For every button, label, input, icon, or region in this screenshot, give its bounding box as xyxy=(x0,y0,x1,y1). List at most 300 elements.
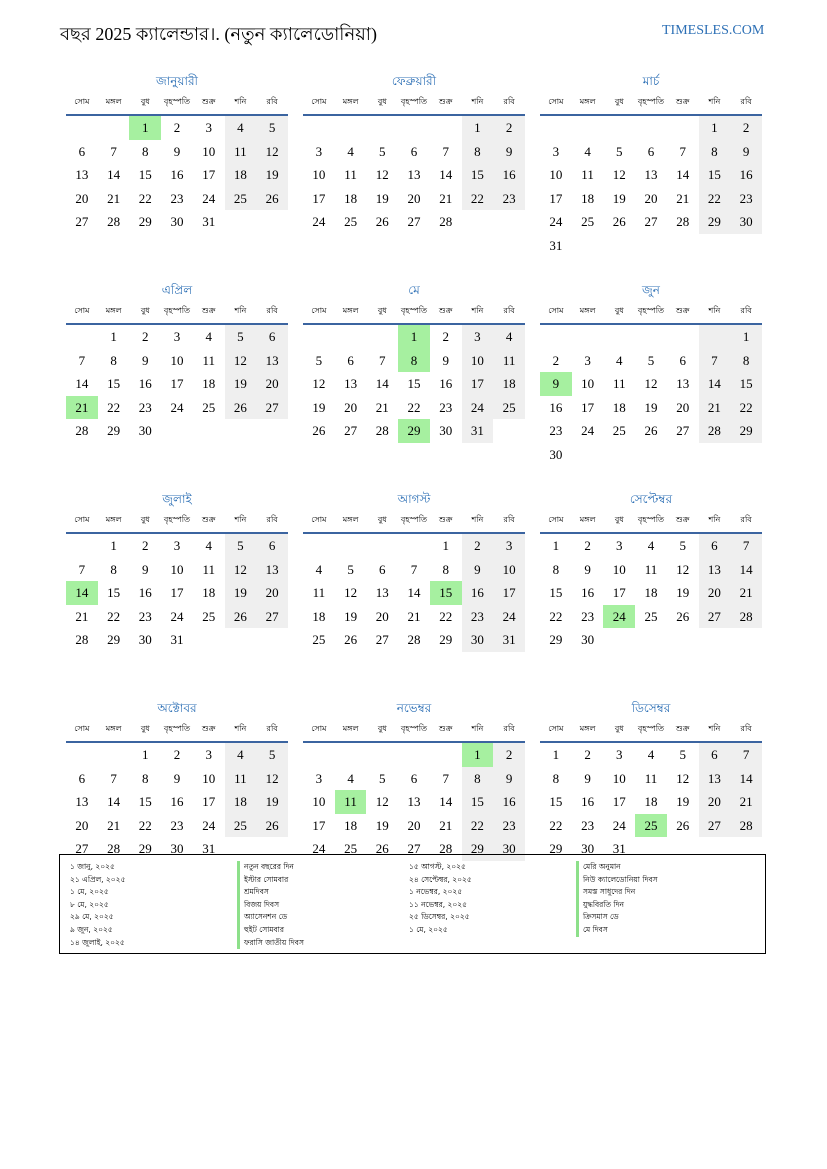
day-cell: 19 xyxy=(612,190,626,206)
day-cell: 15 xyxy=(407,376,421,391)
day-cell: 14 xyxy=(699,372,731,396)
day-cell: 30 xyxy=(581,632,595,647)
weekday-label: বুধ xyxy=(377,724,387,733)
weekday-label: সোম xyxy=(74,306,90,315)
weekday-label: সোম xyxy=(311,306,327,315)
day-cell: 22 xyxy=(549,608,563,624)
day-cell: 9 xyxy=(493,767,525,791)
weekday-label: সোম xyxy=(548,724,564,733)
weekday-label: শুক্র xyxy=(438,515,453,524)
day-cell: 13 xyxy=(407,794,421,809)
empty-cell xyxy=(667,116,699,140)
day-cell: 29 xyxy=(730,419,762,443)
site-link[interactable]: TIMESLES.COM xyxy=(662,23,765,38)
day-cell: 16 xyxy=(581,585,595,600)
weekday-label: মঙ্গল xyxy=(579,306,596,315)
day-cell: 22 xyxy=(462,187,494,211)
month-name: এপ্রিল xyxy=(161,283,193,297)
month-name: মে xyxy=(408,283,420,297)
day-grid xyxy=(540,325,762,466)
day-cell: 5 xyxy=(256,743,288,767)
day-cell: 20 xyxy=(676,399,690,415)
day-cell: 29 xyxy=(439,632,453,647)
day-cell: 6 xyxy=(647,143,655,159)
weekday-label: মঙ্গল xyxy=(579,724,596,733)
day-cell: 9 xyxy=(584,561,591,577)
empty-cell xyxy=(66,325,98,349)
day-cell: 30 xyxy=(170,841,184,856)
day-cell: 26 xyxy=(375,214,389,229)
weekday-label: শনি xyxy=(471,306,484,315)
weekday-header xyxy=(66,90,288,116)
day-cell: 30 xyxy=(462,628,494,652)
weekday-label: শনি xyxy=(471,724,484,733)
day-cell: 31 xyxy=(202,841,216,856)
day-cell: 13 xyxy=(256,349,288,373)
day-cell: 15 xyxy=(107,376,121,391)
day-cell: 31 xyxy=(202,214,216,229)
weekday-label: রবি xyxy=(266,724,278,733)
day-cell: 6 xyxy=(78,143,86,159)
day-cell: 13 xyxy=(699,767,731,791)
day-cell: 31 xyxy=(493,628,525,652)
day-cell: 17 xyxy=(202,167,216,182)
day-cell: 27 xyxy=(676,423,690,438)
day-cell: 10 xyxy=(581,376,595,391)
day-cell: 19 xyxy=(375,190,389,206)
day-cell: 6 xyxy=(699,743,731,767)
day-cell: 30 xyxy=(730,210,762,234)
day-cell: 6 xyxy=(379,561,386,577)
holiday-date: ২৫ ডিসেম্বর, ২০২৫ xyxy=(409,912,470,922)
holiday-day-cell: 9 xyxy=(540,372,572,396)
day-cell: 15 xyxy=(549,794,563,809)
day-cell: 18 xyxy=(644,585,658,600)
empty-cell xyxy=(303,325,335,349)
holiday-name: যুদ্ধবিরতি দিন xyxy=(576,899,771,912)
weekday-label: শনি xyxy=(234,515,247,524)
holiday-day-cell: 1 xyxy=(129,116,161,140)
day-cell: 11 xyxy=(344,167,357,182)
day-cell: 23 xyxy=(549,423,563,438)
month-name: ফেব্রুয়ারী xyxy=(391,74,437,88)
day-cell: 23 xyxy=(581,608,595,624)
day-cell: 4 xyxy=(225,116,257,140)
day-cell: 10 xyxy=(312,167,326,182)
day-grid xyxy=(66,534,288,652)
day-cell: 23 xyxy=(730,187,762,211)
day-cell: 4 xyxy=(493,325,525,349)
day-cell: 7 xyxy=(110,143,117,159)
day-cell: 3 xyxy=(173,538,181,553)
weekday-label: মঙ্গল xyxy=(579,515,596,524)
day-cell: 17 xyxy=(202,794,216,809)
day-cell: 15 xyxy=(462,790,494,814)
day-cell: 26 xyxy=(225,605,257,629)
day-cell: 28 xyxy=(676,214,690,229)
month-calendar xyxy=(66,490,288,699)
day-cell: 31 xyxy=(462,419,494,443)
holiday-dates-column-2 xyxy=(409,861,576,953)
weekday-label: বুধ xyxy=(140,306,150,315)
month-name: নভেম্বর xyxy=(396,701,432,715)
day-cell: 14 xyxy=(75,376,89,391)
day-cell: 29 xyxy=(549,632,563,647)
day-cell: 15 xyxy=(549,585,563,600)
holiday-date: ২৪ সেপ্টেম্বর, ২০২৫ xyxy=(409,874,472,884)
day-grid xyxy=(540,743,762,861)
day-cell: 6 xyxy=(699,534,731,558)
day-cell: 8 xyxy=(552,770,560,786)
day-cell: 5 xyxy=(616,143,623,159)
empty-cell xyxy=(540,325,572,349)
day-cell: 10 xyxy=(170,561,184,577)
day-cell: 7 xyxy=(442,143,449,159)
holiday-name: নিউ ক্যালেডোনিয়া দিবস xyxy=(576,874,771,887)
day-cell: 19 xyxy=(312,399,326,415)
month-name: ডিসেম্বর xyxy=(631,701,671,715)
holiday-dates-column-1 xyxy=(70,861,237,953)
day-cell: 7 xyxy=(442,770,449,786)
weekday-label: শনি xyxy=(471,515,484,524)
day-cell: 6 xyxy=(256,534,288,558)
day-cell: 5 xyxy=(225,534,257,558)
empty-cell xyxy=(430,116,462,140)
day-cell: 4 xyxy=(647,538,655,553)
day-cell: 2 xyxy=(493,743,525,767)
day-cell: 22 xyxy=(462,814,494,838)
day-cell: 16 xyxy=(138,585,152,600)
weekday-label: বুধ xyxy=(377,515,387,524)
day-cell: 23 xyxy=(170,817,184,833)
empty-cell xyxy=(366,534,398,558)
day-cell: 22 xyxy=(439,608,453,624)
day-cell: 7 xyxy=(730,534,762,558)
weekday-header xyxy=(303,299,525,325)
empty-cell xyxy=(66,534,98,558)
holiday-date: ২১ এপ্রিল, ২০২৫ xyxy=(70,874,126,884)
day-cell: 3 xyxy=(315,143,323,159)
day-grid xyxy=(540,116,762,257)
day-cell: 15 xyxy=(107,585,121,600)
holiday-day-cell: 11 xyxy=(335,790,367,814)
day-cell: 30 xyxy=(138,423,152,438)
day-cell: 3 xyxy=(205,747,212,762)
empty-cell xyxy=(335,325,367,349)
day-cell: 31 xyxy=(170,632,184,647)
empty-cell xyxy=(430,743,462,767)
day-cell: 10 xyxy=(202,143,216,159)
day-cell: 1 xyxy=(110,329,117,344)
day-cell: 19 xyxy=(225,581,257,605)
day-cell: 11 xyxy=(644,770,658,786)
day-cell: 26 xyxy=(344,632,358,647)
empty-cell xyxy=(303,534,335,558)
day-cell: 20 xyxy=(344,399,358,415)
day-cell: 3 xyxy=(493,534,525,558)
holiday-name: নতুন বছরের দিন xyxy=(237,861,409,874)
day-cell: 12 xyxy=(375,167,389,182)
day-cell: 21 xyxy=(439,817,453,833)
day-cell: 22 xyxy=(407,399,421,415)
day-cell: 18 xyxy=(225,163,257,187)
month-name: অক্টোবর xyxy=(157,701,197,715)
day-cell: 19 xyxy=(256,790,288,814)
day-cell: 25 xyxy=(344,214,358,229)
weekday-label: মঙ্গল xyxy=(579,97,596,106)
day-cell: 8 xyxy=(462,140,494,164)
day-cell: 25 xyxy=(493,396,525,420)
day-cell: 8 xyxy=(730,349,762,373)
day-cell: 25 xyxy=(202,608,216,624)
day-cell: 26 xyxy=(644,423,658,438)
weekday-label: শুক্র xyxy=(201,306,216,315)
day-cell: 7 xyxy=(679,143,686,159)
day-cell: 1 xyxy=(462,116,494,140)
day-cell: 28 xyxy=(375,423,389,438)
day-cell: 20 xyxy=(375,608,389,624)
day-cell: 17 xyxy=(581,399,595,415)
day-cell: 28 xyxy=(699,419,731,443)
day-cell: 18 xyxy=(644,794,658,809)
weekday-header xyxy=(540,299,762,325)
day-cell: 25 xyxy=(225,187,257,211)
day-cell: 11 xyxy=(581,167,594,182)
weekday-label: শুক্র xyxy=(438,306,453,315)
weekday-label: রবি xyxy=(503,97,515,106)
weekday-label: বুধ xyxy=(377,97,387,106)
day-cell: 13 xyxy=(375,585,389,600)
day-cell: 7 xyxy=(110,770,117,786)
empty-cell xyxy=(98,743,130,767)
month-name: জুন xyxy=(642,283,660,297)
day-cell: 31 xyxy=(549,237,563,253)
day-cell: 4 xyxy=(647,747,655,762)
day-cell: 27 xyxy=(375,632,389,647)
weekday-header xyxy=(303,508,525,534)
day-cell: 2 xyxy=(730,116,762,140)
day-cell: 2 xyxy=(584,538,591,553)
empty-cell xyxy=(635,116,667,140)
day-cell: 28 xyxy=(107,214,121,229)
day-cell: 20 xyxy=(256,372,288,396)
day-cell: 12 xyxy=(256,767,288,791)
empty-cell xyxy=(303,743,335,767)
day-cell: 16 xyxy=(170,167,184,182)
holiday-day-cell: 14 xyxy=(66,581,98,605)
day-cell: 16 xyxy=(581,794,595,809)
empty-cell xyxy=(398,116,430,140)
day-cell: 23 xyxy=(581,817,595,833)
day-cell: 11 xyxy=(312,585,326,600)
day-cell: 17 xyxy=(462,372,494,396)
weekday-label: সোম xyxy=(548,306,564,315)
weekday-label: বৃহস্পতি xyxy=(637,724,665,733)
day-cell: 16 xyxy=(462,581,494,605)
day-cell: 3 xyxy=(315,770,323,786)
day-cell: 27 xyxy=(407,214,421,229)
weekday-header xyxy=(303,90,525,116)
day-cell: 18 xyxy=(581,190,595,206)
day-cell: 2 xyxy=(173,747,181,762)
day-cell: 2 xyxy=(173,120,181,135)
day-cell: 24 xyxy=(493,605,525,629)
holiday-day-cell: 21 xyxy=(66,396,98,420)
day-cell: 24 xyxy=(581,423,595,438)
day-grid xyxy=(303,534,525,652)
weekday-label: সোম xyxy=(311,724,327,733)
day-grid xyxy=(66,116,288,234)
holiday-day-cell: 1 xyxy=(398,325,430,349)
day-cell: 2 xyxy=(142,329,149,344)
day-cell: 9 xyxy=(142,561,149,577)
day-cell: 11 xyxy=(493,349,525,373)
day-cell: 19 xyxy=(256,163,288,187)
day-cell: 30 xyxy=(170,214,184,229)
holiday-names-column-2 xyxy=(576,861,771,953)
day-cell: 29 xyxy=(138,841,152,856)
empty-cell xyxy=(603,116,635,140)
weekday-label: সোম xyxy=(311,515,327,524)
weekday-label: শনি xyxy=(234,306,247,315)
month-name: মার্চ xyxy=(642,74,660,88)
holiday-day-cell: 15 xyxy=(430,581,462,605)
day-cell: 7 xyxy=(410,561,418,577)
day-cell: 5 xyxy=(679,538,686,553)
holiday-name: বিজয় দিবস xyxy=(237,899,409,912)
day-cell: 22 xyxy=(730,396,762,420)
holiday-name: মেরি অনুমান xyxy=(576,861,771,874)
empty-cell xyxy=(366,325,398,349)
day-cell: 11 xyxy=(225,140,257,164)
weekday-label: শনি xyxy=(234,97,247,106)
day-cell: 29 xyxy=(699,210,731,234)
day-cell: 14 xyxy=(375,376,389,391)
day-cell: 26 xyxy=(312,423,326,438)
day-cell: 7 xyxy=(78,561,86,577)
holiday-date: ১৪ জুলাই, ২০২৫ xyxy=(70,937,125,947)
day-cell: 10 xyxy=(612,561,626,577)
day-cell: 19 xyxy=(375,817,389,833)
weekday-label: বৃহস্পতি xyxy=(400,97,428,106)
weekday-label: বৃহস্পতি xyxy=(163,515,191,524)
day-cell: 27 xyxy=(344,423,358,438)
weekday-header xyxy=(66,717,288,743)
day-cell: 22 xyxy=(699,187,731,211)
day-cell: 26 xyxy=(256,814,288,838)
empty-cell xyxy=(540,116,572,140)
weekday-label: রবি xyxy=(503,724,515,733)
weekday-label: শুক্র xyxy=(675,724,690,733)
day-grid xyxy=(66,325,288,443)
holiday-name: হুইট সোমবার xyxy=(237,924,409,937)
weekday-label: সোম xyxy=(311,97,327,106)
day-cell: 4 xyxy=(205,329,212,344)
weekday-label: সোম xyxy=(548,515,564,524)
page-title: বছর 2025 ক্যালেন্ডার।. (নতুন ক্যালেডোনিয়া) xyxy=(60,24,378,44)
holiday-date: ২৯ মে, ২০২৫ xyxy=(70,912,114,922)
day-cell: 25 xyxy=(644,608,658,624)
holiday-name: ফরাসি জাতীয় দিবস xyxy=(237,937,409,950)
weekday-label: শনি xyxy=(234,724,247,733)
day-cell: 13 xyxy=(407,167,421,182)
holiday-name: শ্রমদিবস xyxy=(237,886,409,899)
weekday-label: শনি xyxy=(708,97,721,106)
day-cell: 12 xyxy=(225,349,257,373)
day-cell: 14 xyxy=(676,167,690,182)
day-cell: 11 xyxy=(202,561,215,577)
day-cell: 27 xyxy=(256,396,288,420)
day-cell: 23 xyxy=(439,399,453,415)
holiday-date: ১ মে, ২০২৫ xyxy=(409,924,448,934)
day-cell: 23 xyxy=(493,187,525,211)
day-cell: 28 xyxy=(407,632,421,647)
day-cell: 19 xyxy=(344,608,358,624)
day-cell: 2 xyxy=(442,329,449,344)
month-name: জানুয়ারী xyxy=(156,74,198,88)
day-cell: 24 xyxy=(170,608,184,624)
day-cell: 5 xyxy=(379,770,386,786)
day-cell: 21 xyxy=(730,790,762,814)
day-cell: 19 xyxy=(676,585,690,600)
day-cell: 6 xyxy=(410,770,418,786)
day-cell: 20 xyxy=(75,190,89,206)
empty-cell xyxy=(66,116,98,140)
day-cell: 8 xyxy=(462,767,494,791)
day-cell: 28 xyxy=(439,841,453,856)
day-cell: 6 xyxy=(256,325,288,349)
day-cell: 28 xyxy=(730,814,762,838)
empty-cell xyxy=(98,116,130,140)
day-cell: 27 xyxy=(699,605,731,629)
weekday-label: রবি xyxy=(503,306,515,315)
weekday-label: বুধ xyxy=(614,515,624,524)
holiday-date: ১১ নভেম্বর, ২০২৫ xyxy=(409,899,468,909)
day-cell: 30 xyxy=(439,423,453,438)
day-cell: 23 xyxy=(493,814,525,838)
weekday-label: সোম xyxy=(74,724,90,733)
day-cell: 9 xyxy=(493,140,525,164)
day-cell: 12 xyxy=(225,558,257,582)
day-cell: 23 xyxy=(462,605,494,629)
day-cell: 6 xyxy=(679,352,686,368)
weekday-label: সোম xyxy=(548,97,564,106)
day-cell: 5 xyxy=(256,116,288,140)
day-cell: 20 xyxy=(699,581,731,605)
day-grid xyxy=(66,743,288,861)
weekday-header xyxy=(66,299,288,325)
empty-cell xyxy=(603,325,635,349)
day-cell: 22 xyxy=(138,190,152,206)
empty-cell xyxy=(699,325,731,349)
weekday-label: শুক্র xyxy=(438,724,453,733)
day-cell: 9 xyxy=(584,770,591,786)
weekday-label: রবি xyxy=(503,515,515,524)
day-cell: 28 xyxy=(439,214,453,229)
day-cell: 29 xyxy=(107,632,121,647)
day-cell: 9 xyxy=(173,143,181,159)
day-cell: 11 xyxy=(613,376,626,391)
day-cell: 3 xyxy=(173,329,181,344)
holiday-name: ইস্টার সোমবার xyxy=(237,874,409,887)
holiday-day-cell: 8 xyxy=(398,349,430,373)
empty-cell xyxy=(66,743,98,767)
day-cell: 14 xyxy=(407,585,421,600)
holiday-day-cell: 1 xyxy=(462,743,494,767)
day-grid xyxy=(303,325,525,443)
day-cell: 12 xyxy=(612,167,626,182)
weekday-label: বুধ xyxy=(140,515,150,524)
